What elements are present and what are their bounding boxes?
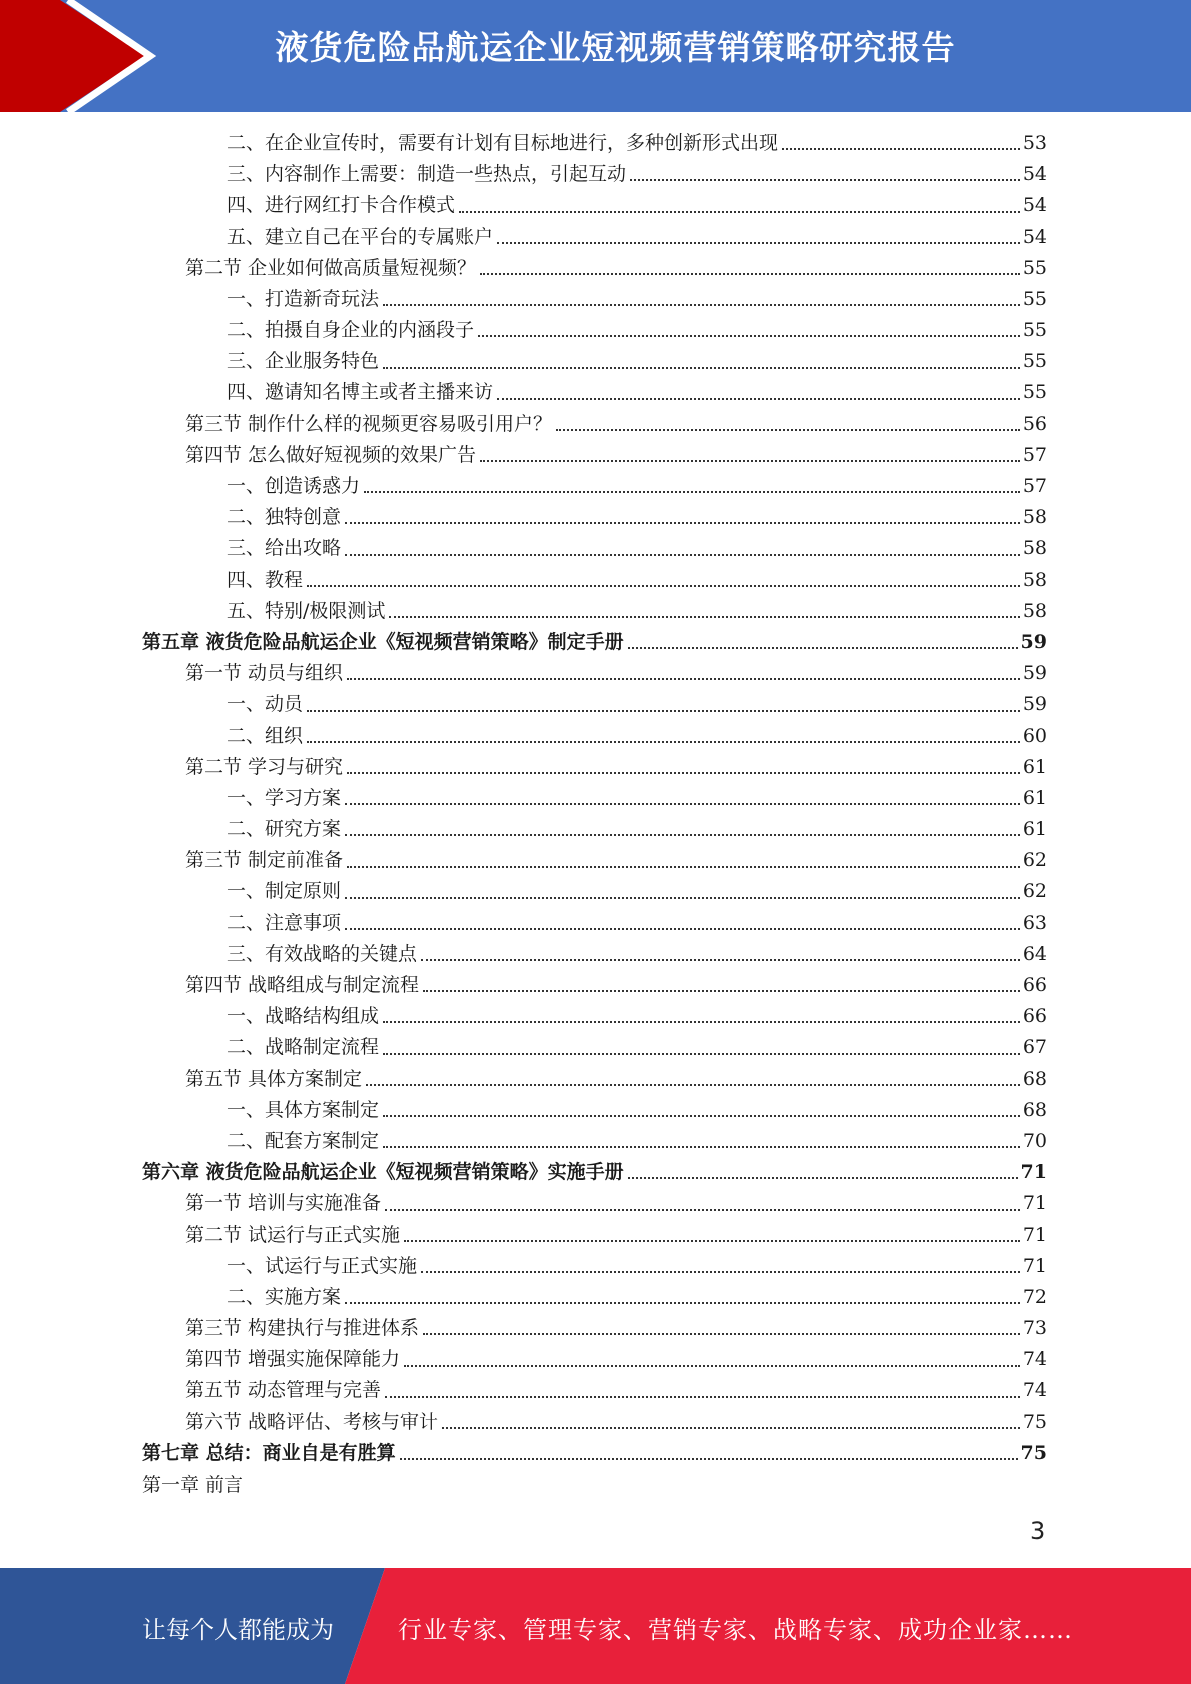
toc-entry-label: 二、组织 <box>227 724 304 747</box>
toc-entry[interactable] <box>142 1313 1047 1344</box>
toc-dot-leader <box>345 522 1020 524</box>
toc-entry-label: 第五节 具体方案制定 <box>185 1067 363 1090</box>
toc-entry[interactable] <box>142 378 1047 409</box>
toc-dot-leader <box>385 1209 1020 1211</box>
toc-entry[interactable] <box>142 1438 1047 1469</box>
toc-dot-leader <box>478 335 1020 337</box>
toc-entry-page: 57 <box>1022 443 1047 466</box>
toc-entry[interactable] <box>142 1251 1047 1282</box>
page-number: 3 <box>1030 1517 1046 1545</box>
toc-entry-page: 75 <box>1022 1410 1047 1433</box>
toc-entry-page: 61 <box>1022 818 1047 841</box>
toc-entry[interactable] <box>142 440 1047 471</box>
toc-dot-leader <box>459 211 1020 213</box>
toc-dot-leader <box>345 803 1020 805</box>
toc-entry[interactable] <box>142 409 1047 440</box>
toc-trailing-line <box>142 1470 243 1501</box>
toc-entry[interactable] <box>142 1344 1047 1375</box>
toc-entry-label: 第四节 怎么做好短视频的效果广告 <box>185 443 477 466</box>
toc-entry-page: 71 <box>1020 1161 1047 1184</box>
toc-entry-page: 63 <box>1022 911 1047 934</box>
toc-entry-label: 二、配套方案制定 <box>227 1129 380 1152</box>
toc-dot-leader <box>782 148 1020 150</box>
toc-entry[interactable] <box>142 1282 1047 1313</box>
toc-dot-leader <box>442 1427 1020 1429</box>
toc-entry-label: 第一节 培训与实施准备 <box>185 1192 382 1215</box>
table-of-contents <box>142 128 1047 1469</box>
toc-dot-leader <box>423 990 1020 992</box>
toc-entry-label: 四、进行网红打卡合作模式 <box>227 194 456 217</box>
toc-entry-page: 55 <box>1022 287 1047 310</box>
toc-entry-page: 66 <box>1022 974 1047 997</box>
toc-entry-page: 59 <box>1022 662 1047 685</box>
toc-entry[interactable] <box>142 315 1047 346</box>
toc-entry[interactable] <box>142 783 1047 814</box>
toc-dot-leader <box>556 429 1020 431</box>
toc-entry-label: 第二节 试运行与正式实施 <box>185 1223 401 1246</box>
toc-entry-page: 68 <box>1022 1067 1047 1090</box>
toc-entry-label: 第一节 动员与组织 <box>185 662 344 685</box>
toc-entry-page: 71 <box>1022 1192 1047 1215</box>
toc-entry-label: 第三节 制作什么样的视频更容易吸引用户？ <box>185 412 553 435</box>
chevron-arrow-icon <box>0 0 160 112</box>
toc-entry-page: 53 <box>1022 131 1047 154</box>
toc-entry-label: 第七章 总结：商业自是有胜算 <box>142 1441 396 1464</box>
toc-entry[interactable] <box>142 752 1047 783</box>
toc-entry[interactable] <box>142 939 1047 970</box>
toc-dot-leader <box>628 1177 1018 1179</box>
toc-entry-page: 55 <box>1022 256 1047 279</box>
toc-dot-leader <box>421 959 1020 961</box>
toc-entry-page: 74 <box>1022 1379 1047 1402</box>
toc-entry-label: 第六章 液货危险品航运企业《短视频营销策略》实施手册 <box>142 1161 624 1184</box>
toc-entry[interactable] <box>142 1407 1047 1438</box>
toc-entry-page: 55 <box>1022 381 1047 404</box>
toc-dot-leader <box>345 928 1020 930</box>
toc-entry[interactable] <box>142 845 1047 876</box>
toc-entry-page: 61 <box>1022 786 1047 809</box>
toc-entry-label: 二、实施方案 <box>227 1285 342 1308</box>
toc-entry-label: 一、动员 <box>227 693 304 716</box>
toc-entry-label: 一、具体方案制定 <box>227 1098 380 1121</box>
toc-entry[interactable] <box>142 1157 1047 1188</box>
toc-entry-page: 72 <box>1022 1285 1047 1308</box>
toc-entry-label: 第三节 制定前准备 <box>185 849 344 872</box>
toc-entry-label: 一、创造诱惑力 <box>227 475 361 498</box>
toc-dot-leader <box>383 1115 1020 1117</box>
toc-entry-label: 第五章 液货危险品航运企业《短视频营销策略》制定手册 <box>142 630 624 653</box>
toc-entry-label: 三、企业服务特色 <box>227 350 380 373</box>
toc-dot-leader <box>400 1458 1018 1460</box>
toc-entry[interactable] <box>142 1188 1047 1219</box>
toc-entry[interactable] <box>142 190 1047 221</box>
toc-dot-leader <box>345 1302 1020 1304</box>
toc-entry[interactable] <box>142 533 1047 564</box>
toc-entry-label: 二、研究方案 <box>227 818 342 841</box>
toc-entry[interactable] <box>142 721 1047 752</box>
toc-entry-label: 一、战略结构组成 <box>227 1005 380 1028</box>
toc-entry[interactable] <box>142 689 1047 720</box>
toc-entry-page: 58 <box>1022 506 1047 529</box>
toc-entry-label: 三、内容制作上需要：制造一些热点，引起互动 <box>227 163 627 186</box>
toc-dot-leader <box>404 1240 1020 1242</box>
page-footer <box>0 1568 1191 1684</box>
toc-dot-leader <box>383 367 1020 369</box>
toc-entry-page: 66 <box>1022 1005 1047 1028</box>
toc-entry-page: 55 <box>1022 350 1047 373</box>
toc-entry-page: 68 <box>1022 1098 1047 1121</box>
footer-slogan-left: 让每个人都能成为 <box>142 1616 334 1644</box>
toc-dot-leader <box>364 491 1020 493</box>
toc-entry-label: 一、制定原则 <box>227 880 342 903</box>
footer-slogan-right: 行业专家、管理专家、营销专家、战略专家、成功企业家…… <box>398 1616 1073 1644</box>
toc-entry[interactable] <box>142 159 1047 190</box>
toc-entry[interactable] <box>142 908 1047 939</box>
toc-entry-label: 一、试运行与正式实施 <box>227 1254 418 1277</box>
toc-entry[interactable] <box>142 565 1047 596</box>
toc-entry-page: 58 <box>1022 599 1047 622</box>
toc-entry-label: 第六节 战略评估、考核与审计 <box>185 1410 439 1433</box>
toc-dot-leader <box>389 616 1019 618</box>
toc-dot-leader <box>347 678 1020 680</box>
toc-entry[interactable] <box>142 1376 1047 1407</box>
toc-entry-page: 62 <box>1022 849 1047 872</box>
toc-entry-label: 二、拍摄自身企业的内涵段子 <box>227 319 475 342</box>
toc-entry-page: 54 <box>1022 194 1047 217</box>
toc-dot-leader <box>383 1053 1020 1055</box>
toc-entry-label: 五、特别/极限测试 <box>227 599 386 622</box>
toc-entry-page: 67 <box>1022 1036 1047 1059</box>
toc-entry-page: 59 <box>1022 693 1047 716</box>
toc-entry-page: 71 <box>1022 1223 1047 1246</box>
toc-dot-leader <box>404 1365 1020 1367</box>
toc-dot-leader <box>347 866 1020 868</box>
toc-entry[interactable] <box>142 1095 1047 1126</box>
toc-entry-page: 64 <box>1022 942 1047 965</box>
toc-entry-label: 三、给出攻略 <box>227 537 342 560</box>
toc-entry-label: 二、战略制定流程 <box>227 1036 380 1059</box>
toc-entry[interactable] <box>142 1126 1047 1157</box>
toc-trailing-label: 第一章 前言 <box>142 1473 244 1496</box>
toc-dot-leader <box>628 647 1018 649</box>
toc-dot-leader <box>345 897 1020 899</box>
toc-entry[interactable] <box>142 877 1047 908</box>
toc-entry[interactable] <box>142 471 1047 502</box>
page-header <box>0 0 1191 112</box>
toc-entry-page: 54 <box>1022 225 1047 248</box>
toc-dot-leader <box>345 834 1020 836</box>
toc-dot-leader <box>383 1146 1020 1148</box>
toc-entry-page: 55 <box>1022 319 1047 342</box>
toc-dot-leader <box>421 1271 1020 1273</box>
toc-entry-page: 56 <box>1022 412 1047 435</box>
toc-entry[interactable] <box>142 502 1047 533</box>
toc-entry-label: 四、教程 <box>227 568 304 591</box>
toc-entry-label: 第四节 增强实施保障能力 <box>185 1348 401 1371</box>
toc-entry[interactable] <box>142 128 1047 159</box>
toc-dot-leader <box>480 273 1020 275</box>
toc-entry-label: 二、独特创意 <box>227 506 342 529</box>
toc-entry[interactable] <box>142 596 1047 627</box>
document-title: 液货危险品航运企业短视频营销策略研究报告 <box>275 28 956 67</box>
toc-entry-label: 第二节 企业如何做高质量短视频？ <box>185 256 477 279</box>
toc-dot-leader <box>497 398 1020 400</box>
toc-entry-page: 73 <box>1022 1317 1047 1340</box>
toc-dot-leader <box>307 710 1020 712</box>
toc-entry-page: 75 <box>1020 1441 1047 1464</box>
toc-dot-leader <box>385 1396 1020 1398</box>
toc-dot-leader <box>366 1084 1020 1086</box>
toc-entry[interactable] <box>142 658 1047 689</box>
toc-entry[interactable] <box>142 222 1047 253</box>
toc-entry-page: 60 <box>1022 724 1047 747</box>
toc-entry-label: 五、建立自己在平台的专属账户 <box>227 225 494 248</box>
toc-entry-label: 二、在企业宣传时，需要有计划有目标地进行，多种创新形式出现 <box>227 131 779 154</box>
toc-entry-page: 61 <box>1022 755 1047 778</box>
toc-entry[interactable] <box>142 346 1047 377</box>
toc-entry-page: 62 <box>1022 880 1047 903</box>
toc-entry-label: 第三节 构建执行与推进体系 <box>185 1317 420 1340</box>
toc-entry-label: 一、打造新奇玩法 <box>227 287 380 310</box>
toc-dot-leader <box>383 304 1020 306</box>
toc-entry-label: 第二节 学习与研究 <box>185 755 344 778</box>
toc-entry-page: 59 <box>1020 630 1047 653</box>
toc-dot-leader <box>307 741 1020 743</box>
toc-dot-leader <box>383 1021 1020 1023</box>
toc-entry-page: 57 <box>1022 475 1047 498</box>
toc-entry[interactable] <box>142 1032 1047 1063</box>
toc-entry-label: 二、注意事项 <box>227 911 342 934</box>
toc-entry-label: 三、有效战略的关键点 <box>227 942 418 965</box>
toc-entry[interactable] <box>142 253 1047 284</box>
toc-dot-leader <box>307 585 1020 587</box>
toc-entry[interactable] <box>142 814 1047 845</box>
toc-entry-page: 54 <box>1022 163 1047 186</box>
toc-entry[interactable] <box>142 284 1047 315</box>
toc-dot-leader <box>347 772 1020 774</box>
toc-dot-leader <box>497 242 1020 244</box>
toc-entry-page: 58 <box>1022 568 1047 591</box>
toc-entry[interactable] <box>142 1001 1047 1032</box>
toc-dot-leader <box>423 1333 1020 1335</box>
toc-entry[interactable] <box>142 1220 1047 1251</box>
toc-entry[interactable] <box>142 970 1047 1001</box>
toc-entry-page: 74 <box>1022 1348 1047 1371</box>
toc-entry-label: 第四节 战略组成与制定流程 <box>185 974 420 997</box>
toc-entry[interactable] <box>142 1064 1047 1095</box>
toc-entry[interactable] <box>142 627 1047 658</box>
toc-entry-page: 71 <box>1022 1254 1047 1277</box>
toc-dot-leader <box>630 179 1020 181</box>
toc-dot-leader <box>345 554 1020 556</box>
toc-entry-label: 四、邀请知名博主或者主播来访 <box>227 381 494 404</box>
toc-entry-label: 一、学习方案 <box>227 786 342 809</box>
toc-entry-page: 58 <box>1022 537 1047 560</box>
toc-entry-label: 第五节 动态管理与完善 <box>185 1379 382 1402</box>
toc-dot-leader <box>480 460 1020 462</box>
toc-entry-page: 70 <box>1022 1129 1047 1152</box>
